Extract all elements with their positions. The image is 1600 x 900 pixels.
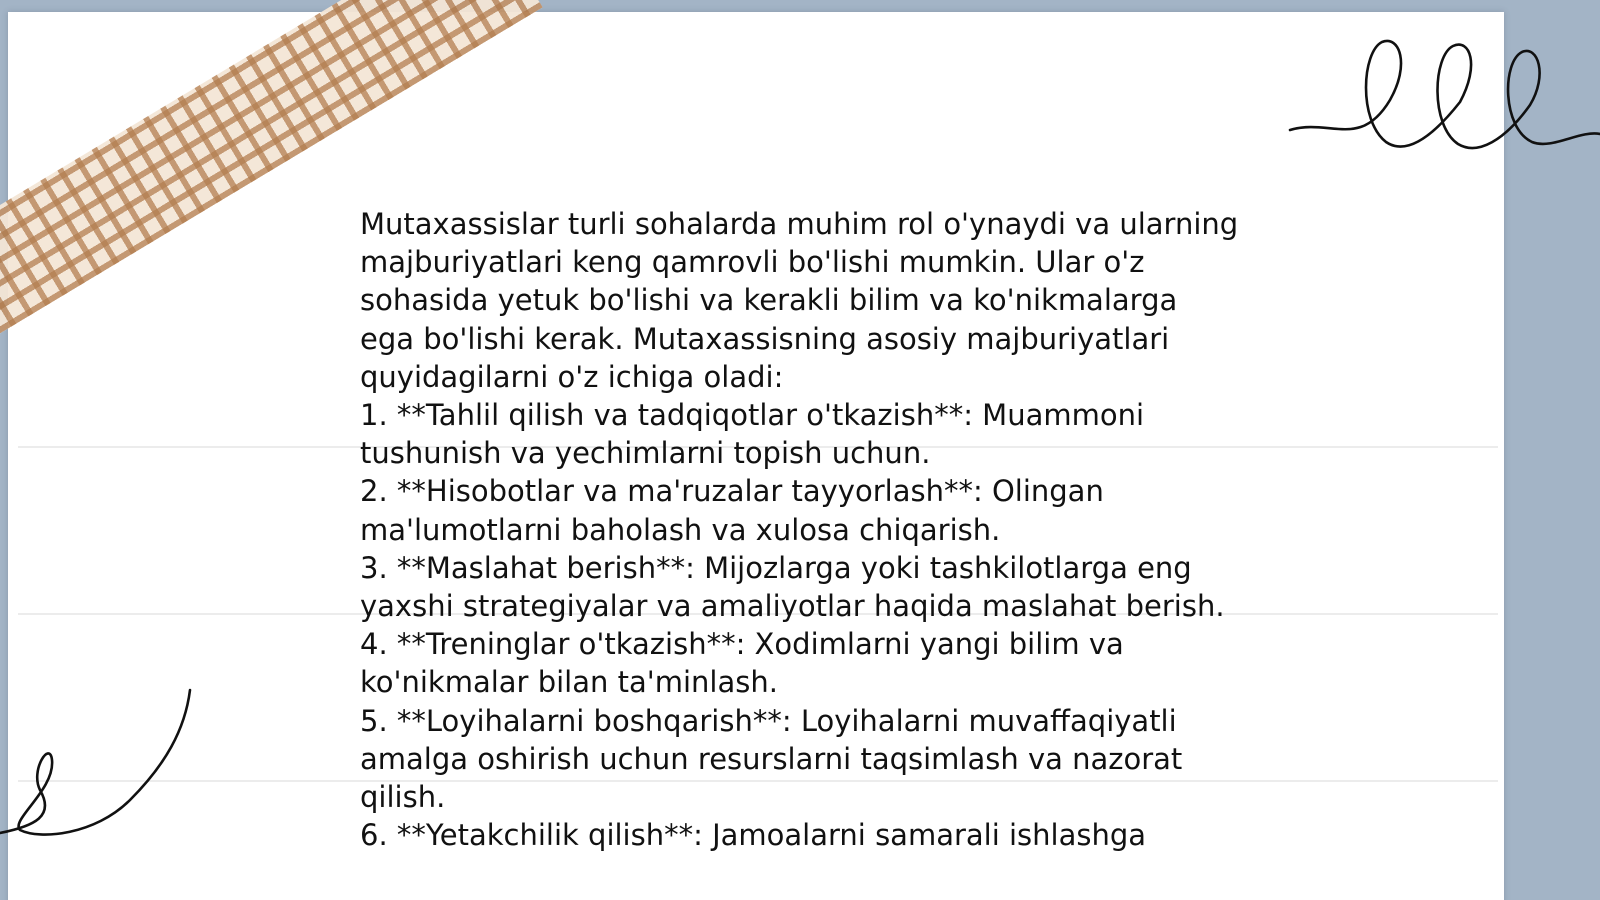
list-item: 3. **Maslahat berish**: Mijozlarga yoki tashkilotlarga eng yaxshi strategiyalar va amaliyotlar haqida maslahat berish. [360, 550, 1225, 624]
list-item: 6. **Yetakchilik qilish**: Jamoalarni samarali ishlashga [360, 818, 1147, 853]
list-item: 2. **Hisobotlar va ma'ruzalar tayyorlash**: Olingan ma'lumotlarni baholash va xulosa chiqarish. [360, 474, 1104, 547]
intro-paragraph: Mutaxassislar turli sohalarda muhim rol o'ynaydi va ularning majburiyatlari keng qamrovli bo'lishi mumkin. Ular o'z sohasida yetuk bo'lishi va kerakli bilim va ko'nikmalarga ega bo'lishi kerak. Mutaxassisning asosiy majburiyatlari quyidagilarni o'z ichiga oladi: [360, 207, 1239, 394]
list-item: 1. **Tahlil qilish va tadqiqotlar o'tkazish**: Muammoni tushunish va yechimlarni topish uchun. [360, 398, 1145, 471]
loop-squiggle-icon [1290, 30, 1600, 165]
pen-curl-icon [0, 690, 200, 850]
list-item: 5. **Loyihalarni boshqarish**: Loyihalarni muvaffaqiyatli amalga oshirish uchun resurslarni taqsimlash va nazorat qilish. [360, 703, 1183, 815]
document-body [360, 205, 1240, 854]
list-item: 4. **Treninglar o'tkazish**: Xodimlarni yangi bilim va ko'nikmalar bilan ta'minlash. [360, 627, 1124, 700]
